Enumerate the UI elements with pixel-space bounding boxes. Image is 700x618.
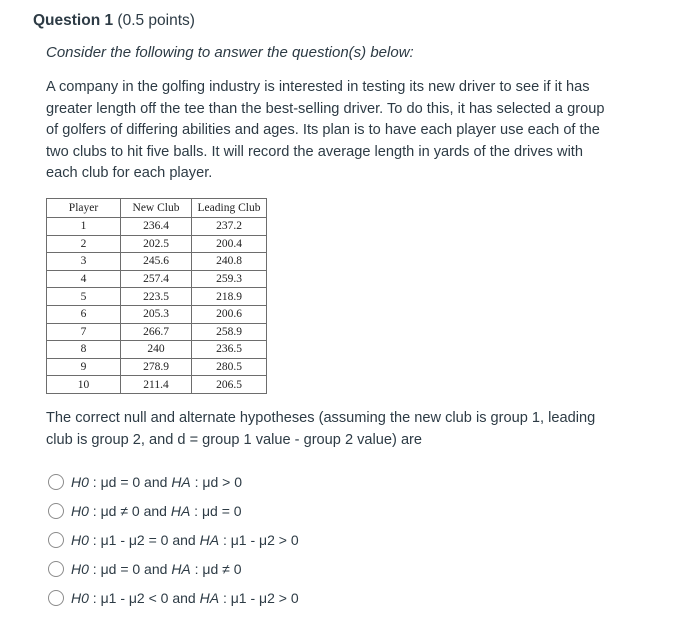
cell-player: 1 [47,218,121,236]
cell-leading-club: 200.6 [192,305,267,323]
alt-hypothesis-label: HA [171,560,191,577]
question-header [33,12,195,30]
hypothesis-prompt: The correct null and alternate hypotheses (assuming the new club is group 1, leading club is group 2, and d = group 1 value - group 2 value) are [46,410,596,448]
null-hypothesis-expression: : μ1 - μ2 < 0 and [88,589,200,606]
table-row [47,341,267,359]
alt-hypothesis-label: HA [199,589,220,606]
null-hypothesis-label: H0 [71,531,89,548]
alt-hypothesis-label: HA [170,502,191,519]
answer-option[interactable] [48,496,299,525]
table-row [47,270,267,288]
table-header-row [47,199,267,218]
radio-button[interactable] [48,532,64,548]
header-new-club: New Club [121,199,192,218]
question-title: Question 1 [33,12,114,29]
alt-hypothesis-expression: : μ1 - μ2 > 0 [219,589,299,606]
cell-player: 8 [47,341,121,359]
null-hypothesis-label: H0 [71,560,89,577]
null-hypothesis-expression: : μ1 - μ2 = 0 and [88,531,200,548]
alt-hypothesis-expression: : μd ≠ 0 [190,560,242,577]
alt-hypothesis-expression: : μd > 0 [190,473,243,490]
cell-leading-club: 258.9 [192,323,267,341]
answer-option[interactable] [48,525,299,554]
answer-option[interactable] [48,583,299,612]
alt-hypothesis-expression: : μd = 0 [190,502,242,519]
cell-player: 2 [47,235,121,253]
cell-new-club: 266.7 [121,323,192,341]
option-label [71,474,242,490]
cell-new-club: 205.3 [121,305,192,323]
null-hypothesis-expression: : μd = 0 and [88,560,172,577]
cell-new-club: 278.9 [121,358,192,376]
cell-leading-club: 236.5 [192,341,267,359]
null-hypothesis-label: H0 [71,473,89,490]
cell-player: 3 [47,253,121,271]
option-label [71,503,242,519]
cell-player: 9 [47,358,121,376]
alt-hypothesis-expression: : μ1 - μ2 > 0 [219,531,299,548]
cell-player: 10 [47,376,121,394]
cell-leading-club: 200.4 [192,235,267,253]
radio-button[interactable] [48,474,64,490]
question-instructions: Consider the following to answer the question(s) below: [46,44,414,61]
table-row [47,235,267,253]
answer-option[interactable] [48,554,299,583]
table-row [47,323,267,341]
alt-hypothesis-label: HA [171,473,191,490]
cell-player: 6 [47,305,121,323]
null-hypothesis-expression: : μd = 0 and [88,473,172,490]
null-hypothesis-label: H0 [71,589,89,606]
null-hypothesis-expression: : μd ≠ 0 and [88,502,171,519]
answer-option[interactable] [48,467,299,496]
null-hypothesis-label: H0 [71,502,89,519]
cell-player: 5 [47,288,121,306]
cell-leading-club: 240.8 [192,253,267,271]
option-label [71,590,299,606]
table-body [47,218,267,394]
table-row [47,253,267,271]
radio-button[interactable] [48,503,64,519]
cell-player: 7 [47,323,121,341]
cell-leading-club: 237.2 [192,218,267,236]
radio-button[interactable] [48,561,64,577]
data-table [46,198,267,394]
question-prompt: A company in the golfing industry is interested in testing its new driver to see if it has greater length off the tee than the best-selling driver. To do this, it has selected a group of golfers of differing abilities and ages. Its plan is to have each player use each of the two clubs to hit five balls. It will record the average length in yards of the drives with each club for each player. [46,79,605,181]
cell-player: 4 [47,270,121,288]
table-row [47,358,267,376]
table-row [47,305,267,323]
table-row [47,288,267,306]
cell-leading-club: 280.5 [192,358,267,376]
cell-leading-club: 206.5 [192,376,267,394]
cell-new-club: 223.5 [121,288,192,306]
question-points: (0.5 points) [117,12,195,29]
answer-options [48,467,299,612]
cell-new-club: 245.6 [121,253,192,271]
table-row [47,376,267,394]
radio-button[interactable] [48,590,64,606]
cell-leading-club: 259.3 [192,270,267,288]
header-leading-club: Leading Club [192,199,267,218]
option-label [71,561,242,577]
option-label [71,532,299,548]
cell-new-club: 257.4 [121,270,192,288]
cell-new-club: 202.5 [121,235,192,253]
cell-leading-club: 218.9 [192,288,267,306]
header-player: Player [47,199,121,218]
cell-new-club: 236.4 [121,218,192,236]
cell-new-club: 211.4 [121,376,192,394]
cell-new-club: 240 [121,341,192,359]
table-row [47,218,267,236]
alt-hypothesis-label: HA [199,531,220,548]
